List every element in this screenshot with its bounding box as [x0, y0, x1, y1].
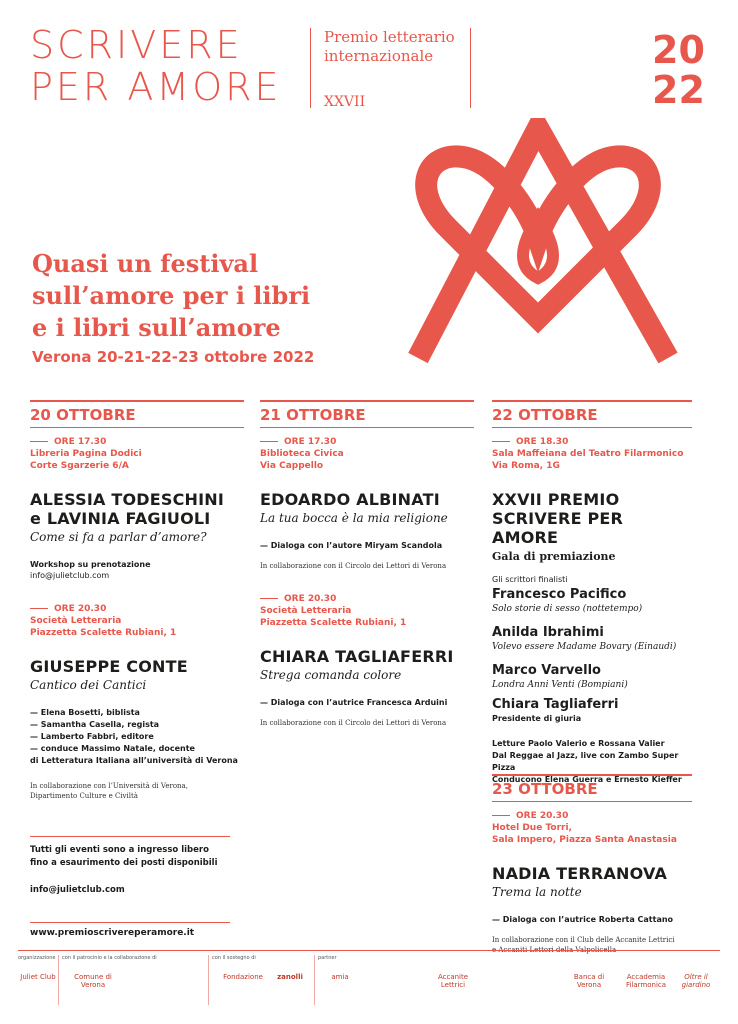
collab-line-1: In collaborazione con il Club delle Accanite Lettrici [492, 936, 675, 944]
footer-email[interactable]: info@julietclub.com [30, 885, 125, 895]
president-role: Presidente di giuria [492, 714, 582, 723]
brand-title [30, 24, 290, 108]
finalists-label: Gli scrittori finalisti [492, 575, 568, 584]
edition-number: XXVII [324, 94, 366, 110]
event-title [30, 490, 244, 528]
event-time: ORE 17.30 [30, 436, 244, 448]
event-title [492, 490, 692, 547]
credit-line: Letture Paolo Valerio e Rossana Valier [492, 739, 665, 748]
credit-line: Conducono Elena Guerra e Ernesto Kieffer [492, 775, 682, 784]
sponsor-logo: Accanite Lettrici [437, 973, 469, 989]
workshop-note: Workshop su prenotazione [30, 560, 151, 569]
website-link[interactable]: www.premioscrivereperamore.it [30, 928, 195, 938]
finalist-name: Anilda Ibrahimi [492, 625, 604, 640]
year-top: 20 [652, 28, 705, 72]
guest-list [30, 707, 244, 767]
tagline [32, 248, 362, 344]
brand-line-2: PER AMORE [30, 65, 282, 109]
label-sostegno: con il sostegno di [212, 955, 256, 961]
event-meta [30, 603, 244, 639]
brand-line-1: SCRIVERE [30, 23, 243, 67]
year [652, 30, 712, 110]
event-title-line-1: XXVII PREMIO [492, 490, 620, 509]
event-meta [492, 810, 692, 846]
day-heading: 22 OTTOBRE [492, 400, 692, 428]
collab-line-2: e Accaniti Lettori della Valpolicella [492, 946, 617, 954]
footer-divider-top [30, 836, 230, 837]
event-place: Sala Maffeiana del Teatro Filarmonico [492, 449, 684, 459]
label-organizzazione: organizzazione [18, 955, 56, 961]
event-title: NADIA TERRANOVA [492, 864, 668, 883]
event-address: Corte Sgarzerie 6/A [30, 461, 129, 471]
sponsor-bar [18, 950, 720, 1010]
column-23-ottobre [492, 774, 692, 955]
sponsor-logo: zanolli [277, 973, 303, 981]
credit-line: Dal Reggae al Jazz, live con Zambo Super Pizza [492, 751, 679, 772]
guest: — Elena Bosetti, biblista [30, 708, 140, 717]
event-title-line-1: ALESSIA TODESCHINI [30, 490, 225, 509]
guest: — Samantha Casella, regista [30, 720, 160, 729]
president-name: Chiara Tagliaferri [492, 697, 619, 712]
premio-label [324, 28, 484, 66]
finalist-book: Solo storie di sesso (nottetempo) [492, 604, 643, 614]
sponsor-logo: amia [331, 973, 349, 981]
event-address: Sala Impero, Piazza Santa Anastasia [492, 835, 677, 845]
event-address: Piazzetta Scalette Rubiani, 1 [260, 618, 407, 628]
event-address: Piazzetta Scalette Rubiani, 1 [30, 628, 177, 638]
event-subtitle: Come si fa a parlar d’amore? [30, 530, 207, 544]
tagline-line-2: sull’amore per i libri [32, 281, 311, 310]
event-place: Biblioteca Civica [260, 449, 344, 459]
event-meta [30, 436, 244, 472]
label-partner: partner [318, 955, 337, 961]
header-divider-left [310, 28, 311, 108]
footer-info [30, 844, 230, 897]
free-entry-line-2: fino a esaurimento dei posti disponibili [30, 858, 218, 868]
collab-line-2: Dipartimento Culture e Civiltà [30, 792, 138, 800]
dialog-note: — Dialoga con l’autrice Roberta Cattano [492, 915, 674, 924]
guest: di Letteratura Italiana all’università di Verona [30, 756, 238, 765]
event-meta [492, 436, 692, 472]
dialog-note: — Dialoga con l’autrice Francesca Arduini [260, 698, 448, 707]
event-subtitle: Strega comanda colore [260, 668, 402, 682]
guest: — conduce Massimo Natale, docente [30, 744, 195, 753]
day-heading: 21 OTTOBRE [260, 400, 474, 428]
sponsor-logo: Banca di Verona [573, 973, 605, 989]
event-title: GIUSEPPE CONTE [30, 657, 188, 676]
heart-a-logo-icon [388, 118, 698, 368]
event-time: ORE 20.30 [260, 593, 474, 605]
header-divider-right [470, 28, 471, 108]
collaboration-note: In collaborazione con il Circolo dei Lettori di Verona [260, 719, 447, 727]
event-place: Libreria Pagina Dodici [30, 449, 142, 459]
event-address: Via Cappello [260, 461, 324, 471]
tagline-line-1: Quasi un festival [32, 249, 259, 278]
day-heading: 23 OTTOBRE [492, 774, 692, 802]
event-meta [260, 593, 474, 629]
event-place: Hotel Due Torri, [492, 823, 572, 833]
event-time: ORE 17.30 [260, 436, 474, 448]
collaboration-note: In collaborazione con il Circolo dei Lettori di Verona [260, 562, 447, 570]
dialog-note: — Dialoga con l’autore Miryam Scandola [260, 541, 443, 550]
premio-line-2: internazionale [324, 47, 434, 65]
event-subtitle: Gala di premiazione [492, 550, 616, 563]
column-20-ottobre [30, 400, 244, 801]
finalist-book: Londra Anni Venti (Bompiani) [492, 680, 628, 690]
column-21-ottobre [260, 400, 474, 728]
free-entry-line-1: Tutti gli eventi sono a ingresso libero [30, 845, 209, 855]
event-time: ORE 18.30 [492, 436, 692, 448]
year-bottom: 22 [652, 68, 705, 112]
event-title-line-2: SCRIVERE PER AMORE [492, 509, 624, 547]
workshop-email[interactable]: info@julietclub.com [30, 571, 110, 580]
sponsor-logo: Juliet Club [20, 973, 56, 981]
label-patrocinio: con il patrocinio e la collaborazione di [62, 955, 157, 961]
tagline-line-3: e i libri sull’amore [32, 313, 281, 342]
finalist-book: Volevo essere Madame Bovary (Einaudi) [492, 642, 677, 652]
event-time: ORE 20.30 [30, 603, 244, 615]
footer-divider-bottom [30, 922, 230, 923]
finalist-name: Francesco Pacifico [492, 587, 627, 602]
column-22-ottobre [492, 400, 692, 786]
sponsor-divider [208, 955, 209, 1005]
collaboration-note [30, 781, 244, 801]
sponsor-logo: Fondazione [223, 973, 263, 981]
festival-dates: Verona 20-21-22-23 ottobre 2022 [32, 348, 315, 366]
premio-line-1: Premio letterario [324, 28, 455, 46]
sponsor-divider [314, 955, 315, 1005]
finalist-name: Marco Varvello [492, 663, 601, 678]
event-title: EDOARDO ALBINATI [260, 490, 440, 509]
event-title-line-2: e LAVINIA FAGIUOLI [30, 509, 211, 528]
event-subtitle: La tua bocca è la mia religione [260, 511, 448, 525]
collab-line-1: In collaborazione con l’Università di Verona, [30, 782, 188, 790]
event-place: Società Letteraria [260, 606, 352, 616]
sponsor-logo: Comune di Verona [74, 973, 112, 989]
sponsor-divider [58, 955, 59, 1005]
event-title: CHIARA TAGLIAFERRI [260, 647, 454, 666]
event-subtitle: Trema la notte [492, 885, 582, 899]
event-time: ORE 20.30 [492, 810, 692, 822]
event-subtitle: Cantico dei Cantici [30, 678, 147, 692]
sponsor-logo: Oltre il giardino [681, 973, 711, 989]
event-place: Società Letteraria [30, 616, 122, 626]
guest: — Lamberto Fabbri, editore [30, 732, 154, 741]
day-heading: 20 OTTOBRE [30, 400, 244, 428]
event-meta [260, 436, 474, 472]
event-address: Via Roma, 1G [492, 461, 560, 471]
sponsor-logo: Accademia Filarmonica [625, 973, 667, 989]
